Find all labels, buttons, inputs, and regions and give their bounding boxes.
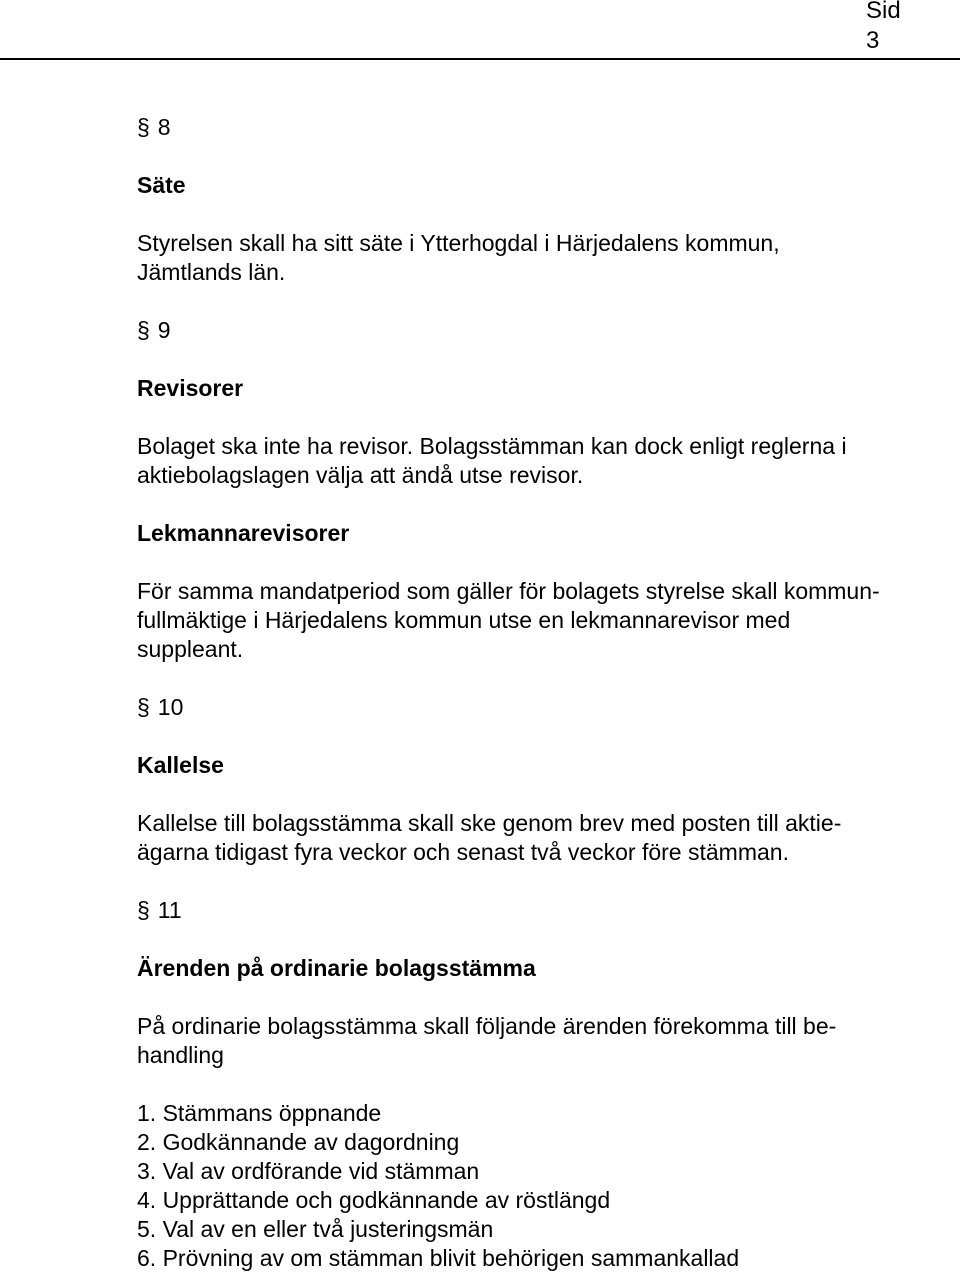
- section-number: § 8: [137, 114, 171, 140]
- list-item: 1. Stämmans öppnande: [137, 1100, 382, 1126]
- body-line: aktiebolagslagen välja att ändå utse revisor.: [137, 462, 584, 488]
- body-line: Styrelsen skall ha sitt säte i Ytterhogdal i Härjedalens kommun,: [137, 230, 780, 256]
- body-line: ägarna tidigast fyra veckor och senast två veckor före stämman.: [137, 839, 789, 865]
- list-item: 6. Prövning av om stämman blivit behörigen sammankallad: [137, 1245, 740, 1271]
- section-heading: Kallelse: [137, 752, 224, 778]
- page-label-word: Sid: [866, 0, 901, 24]
- body-line: handling: [137, 1042, 224, 1068]
- body-line: fullmäktige i Härjedalens kommun utse en lekmannarevisor med: [137, 607, 791, 633]
- section-sign-icon: §: [137, 694, 150, 720]
- page-label-number: 3: [866, 27, 880, 54]
- section-11: [137, 896, 927, 1273]
- body-line: suppleant.: [137, 636, 244, 662]
- list-item: 5. Val av en eller två justeringsmän: [137, 1216, 494, 1242]
- list-item: 4. Upprättande och godkännande av röstlängd: [137, 1187, 611, 1213]
- section-heading: Revisorer: [137, 375, 244, 401]
- page-number-label: [866, 0, 946, 56]
- section-9: [137, 316, 927, 693]
- section-heading: Ärenden på ordinarie bolagsstämma: [137, 955, 536, 981]
- list-item: 3. Val av ordförande vid stämman: [137, 1158, 480, 1184]
- subsection-heading: Lekmannarevisorer: [137, 520, 350, 546]
- body-line: För samma mandatperiod som gäller för bolagets styrelse skall kommun-: [137, 578, 880, 604]
- section-number: § 11: [137, 897, 182, 923]
- section-8: [137, 113, 927, 316]
- body-line: Jämtlands län.: [137, 259, 286, 285]
- section-number: § 9: [137, 317, 171, 343]
- body-line: Bolaget ska inte ha revisor. Bolagsstämman kan dock enligt reglerna i: [137, 433, 847, 459]
- section-sign-icon: §: [137, 897, 150, 923]
- section-sign-icon: §: [137, 317, 150, 343]
- section-heading: Säte: [137, 172, 186, 198]
- section-10: [137, 693, 927, 896]
- document-body: [137, 113, 927, 1273]
- section-number: § 10: [137, 694, 184, 720]
- section-sign-icon: §: [137, 114, 150, 140]
- agenda-list: [137, 1099, 927, 1273]
- body-line: Kallelse till bolagsstämma skall ske genom brev med posten till aktie-: [137, 810, 842, 836]
- header-divider: [0, 58, 960, 60]
- page-header: [0, 0, 960, 60]
- list-item: 2. Godkännande av dagordning: [137, 1129, 460, 1155]
- body-line: På ordinarie bolagsstämma skall följande ärenden förekomma till be-: [137, 1013, 837, 1039]
